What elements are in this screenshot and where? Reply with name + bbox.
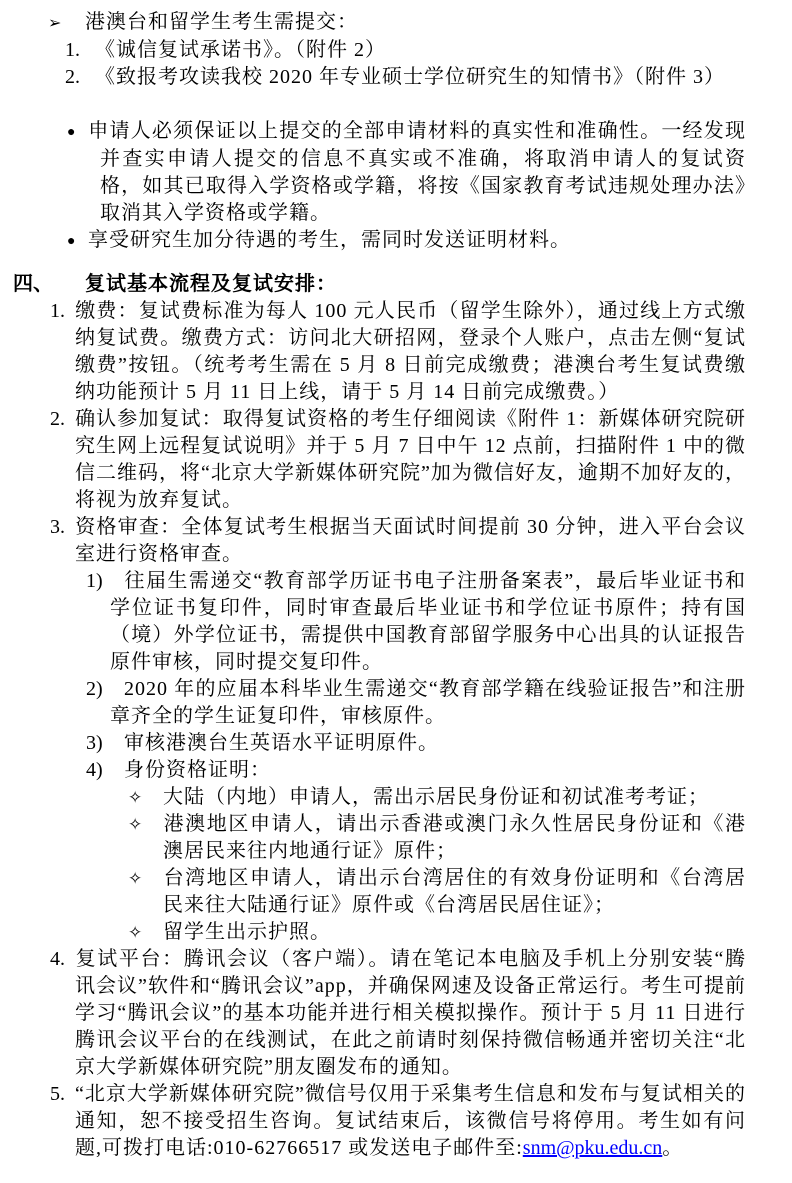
notice-authenticity xyxy=(0,118,746,227)
diamond-icon: ✧ xyxy=(128,869,143,888)
list-number: 3. xyxy=(50,516,65,538)
qualification-subitem-1 xyxy=(0,568,746,676)
notice-authenticity-text: 申请人必须保证以上提交的全部申请材料的真实性和准确性。一经发现并查实申请人提交的信息不真实或不准确，将取消申请人的复试资格，如其已取得入学资格或学籍，将按《国家教育考试违规处理办法》取消其入学资格或学籍。 xyxy=(88,120,746,224)
section-number: 四、 xyxy=(13,273,53,295)
process-item-4-platform xyxy=(0,946,746,1081)
arrow-bullet-icon: ➢ xyxy=(48,15,62,32)
qualification-subitem-2 xyxy=(0,676,746,730)
process-item-5-wechat xyxy=(0,1081,746,1162)
process-item-5-text: “北京大学新媒体研究院”微信号仅用于采集考生信息和发布与复试相关的通知，恕不接受招生咨询。复试结束后，该微信号将停用。考生如有问题,可拨打电话:010-62766517 或发送电子邮件至: xyxy=(75,1083,746,1159)
list-number: 4) xyxy=(86,759,103,781)
diamond-icon: ✧ xyxy=(128,788,143,807)
id-proof-hk-macao-text: 港澳地区申请人，请出示香港或澳门永久性居民身份证和《港澳居民来往内地通行证》原件； xyxy=(163,813,746,862)
email-link[interactable]: snm@pku.edu.cn xyxy=(522,1137,663,1159)
submission-item-1 xyxy=(0,37,746,64)
list-number: 1) xyxy=(86,570,103,592)
list-number: 5. xyxy=(50,1083,65,1105)
list-number: 1. xyxy=(65,39,80,61)
id-proof-mainland xyxy=(0,784,746,811)
submission-item-1-text: 《诚信复试承诺书》。（附件 2） xyxy=(95,39,386,61)
list-number: 2. xyxy=(50,408,65,430)
list-number: 4. xyxy=(50,948,65,970)
process-item-3-text: 资格审查：全体复试考生根据当天面试时间提前 30 分钟，进入平台会议室进行资格审查。 xyxy=(75,516,746,565)
process-item-1-payment xyxy=(0,298,746,406)
diamond-icon: ✧ xyxy=(128,815,143,834)
qualification-subitem-1-text: 往届生需递交“教育部学历证书电子注册备案表”，最后毕业证书和学位证书复印件，同时审查最后毕业证书和学位证书原件；持有国（境）外学位证书，需提供中国教育部留学服务中心出具的认证报告原件审核，同时提交复印件。 xyxy=(110,570,746,673)
diamond-icon: ✧ xyxy=(128,923,143,942)
section4-heading xyxy=(0,271,746,298)
list-number: 2) xyxy=(86,678,103,700)
qualification-subitem-3 xyxy=(0,730,746,757)
submission-list-title-text: 港澳台和留学生考生需提交： xyxy=(85,11,358,33)
qualification-subitem-4 xyxy=(0,757,746,784)
section4-heading-text: 复试基本流程及复试安排： xyxy=(85,273,337,295)
qualification-subitem-3-text: 审核港澳台生英语水平证明原件。 xyxy=(124,732,439,754)
bullet-icon: ● xyxy=(67,234,76,249)
notice-bonus-points xyxy=(0,227,746,255)
list-number: 1. xyxy=(50,300,65,322)
process-item-5-text-after: 。 xyxy=(662,1137,684,1159)
process-item-2-confirm xyxy=(0,406,746,514)
id-proof-international xyxy=(0,919,746,946)
notice-bonus-points-text: 享受研究生加分待遇的考生，需同时发送证明材料。 xyxy=(88,229,571,251)
id-proof-hk-macao xyxy=(0,811,746,865)
id-proof-taiwan xyxy=(0,865,746,919)
qualification-subitem-2-text: 2020 年的应届本科毕业生需递交“教育部学籍在线验证报告”和注册章齐全的学生证复印件，审核原件。 xyxy=(110,678,746,727)
submission-item-2 xyxy=(0,64,746,91)
submission-list-title xyxy=(0,9,746,37)
list-number: 3) xyxy=(86,732,103,754)
process-item-2-text: 确认参加复试：取得复试资格的考生仔细阅读《附件 1：新媒体研究院研究生网上远程复试说明》并于 5 月 7 日中午 12 点前，扫描附件 1 中的微信二维码，将“北京大学新媒体研究院”加为微信好友，逾期不加好友的，将视为放弃复试。 xyxy=(75,408,746,511)
process-item-3-qualification xyxy=(0,514,746,568)
id-proof-mainland-text: 大陆（内地）申请人，需出示居民身份证和初试准考考证； xyxy=(163,786,709,808)
submission-item-2-text: 《致报考攻读我校 2020 年专业硕士学位研究生的知情书》（附件 3） xyxy=(95,66,725,88)
process-item-1-text: 缴费：复试费标准为每人 100 元人民币（留学生除外），通过线上方式缴纳复试费。缴费方式：访问北大研招网，登录个人账户，点击左侧“复试缴费”按钮。（统考考生需在 5 月 8 日前完成缴费；港澳台考生复试费缴纳功能预计 5 月 11 日上线，请于 5 月 14 日前完成缴费。） xyxy=(75,300,746,403)
id-proof-taiwan-text: 台湾地区申请人，请出示台湾居住的有效身份证明和《台湾居民来往大陆通行证》原件或《台湾居民居住证》； xyxy=(163,867,746,916)
process-item-4-text: 复试平台：腾讯会议（客户端）。请在笔记本电脑及手机上分别安装“腾讯会议”软件和“腾讯会议”app，并确保网速及设备正常运行。考生可提前学习“腾讯会议”的基本功能并进行相关模拟操作。预计于 5 月 11 日进行腾讯会议平台的在线测试，在此之前请时刻保持微信畅通并密切关注“北京大学新媒体研究院”朋友圈发布的通知。 xyxy=(75,948,746,1078)
qualification-subitem-4-text: 身份资格证明： xyxy=(124,759,271,781)
id-proof-international-text: 留学生出示护照。 xyxy=(163,921,331,943)
list-number: 2. xyxy=(65,66,80,88)
blank-line xyxy=(0,91,746,118)
bullet-icon: ● xyxy=(67,125,76,140)
